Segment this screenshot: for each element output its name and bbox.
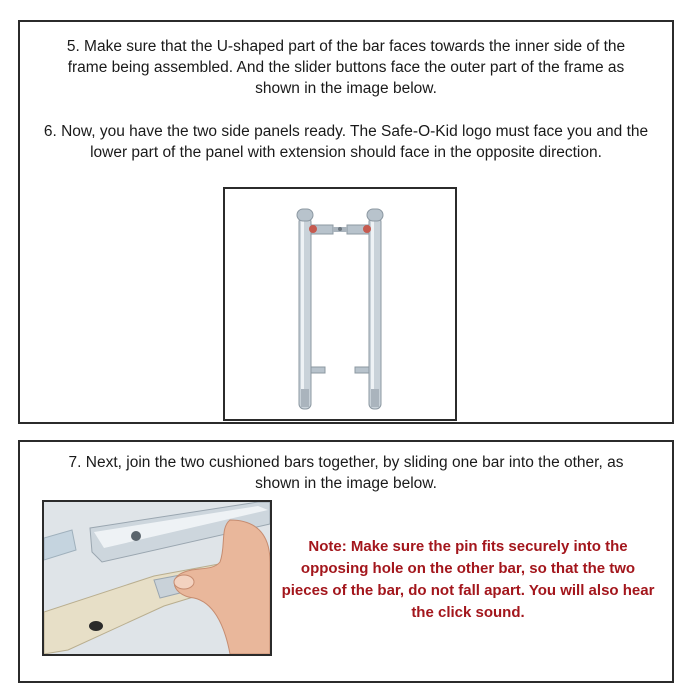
instruction-panel-steps-5-6 <box>18 20 674 424</box>
bar-joining-image <box>42 500 272 656</box>
step-5-text: 5. Make sure that the U-shaped part of the bar faces towards the inner side of the frame being assembled. And the slider buttons face the outer part of the frame as shown in the image below. <box>66 38 626 97</box>
step-7-text: 7. Next, join the two cushioned bars together, by sliding one bar into the other, as shown in the image below. <box>68 454 624 492</box>
side-panel-frame-illustration <box>225 189 455 419</box>
step-6-text: 6. Now, you have the two side panels ready. The Safe-O-Kid logo must face you and the lower part of the panel with extension should face in the opposite direction. <box>43 123 649 161</box>
bar-joining-illustration <box>44 502 270 654</box>
side-panel-frame-image <box>223 187 457 421</box>
instruction-panel-step-7 <box>18 440 674 683</box>
safety-note: Note: Make sure the pin fits securely into the opposing hole on the other bar, so that the two pieces of the bar, do not fall apart. You will also hear the click sound. <box>281 538 655 621</box>
